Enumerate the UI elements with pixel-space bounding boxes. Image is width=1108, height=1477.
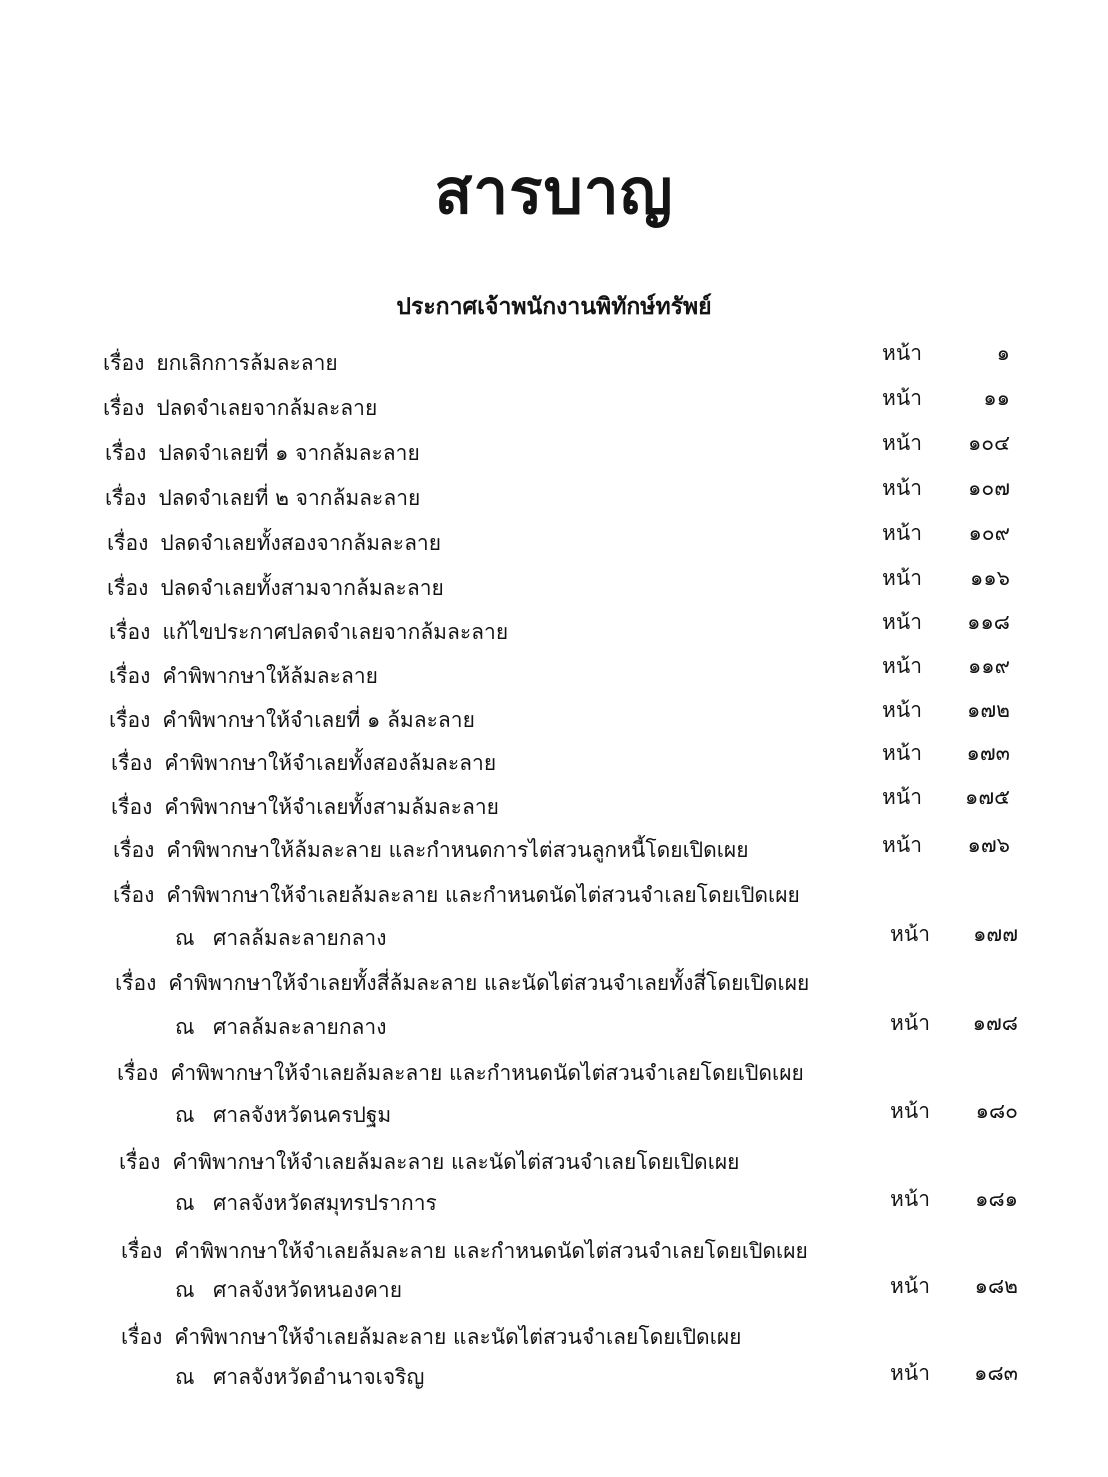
page-number: ๑๘๓ <box>974 1361 1018 1385</box>
toc-entry[interactable] <box>113 833 749 867</box>
page-number: ๑๑๘ <box>967 610 1010 634</box>
entry-keyword: เรื่อง <box>107 531 149 555</box>
court-name: ศาลจังหวัดนครปฐม <box>213 1103 392 1127</box>
entry-keyword: เรื่อง <box>113 838 155 862</box>
toc-entry[interactable] <box>103 346 338 380</box>
entry-court-line <box>175 921 386 955</box>
page-label: หน้า <box>890 1099 930 1123</box>
toc-entry[interactable] <box>103 391 377 425</box>
court-name: ศาลล้มละลายกลาง <box>213 1015 387 1039</box>
entry-court-line <box>175 1273 402 1307</box>
page-number: ๑๘๐ <box>975 1099 1018 1123</box>
toc-entry[interactable] <box>109 615 508 649</box>
entry-title: ปลดจำเลยทั้งสามจากล้มละลาย <box>160 576 444 600</box>
entry-title: ยกเลิกการล้มละลาย <box>156 351 338 375</box>
entry-title: คำพิพากษาให้จำเลยล้มละลาย และกำหนดนัดไต่สวนจำเลยโดยเปิดเผย <box>170 1061 804 1085</box>
page-reference <box>882 605 1010 639</box>
page-reference <box>882 828 1010 862</box>
court-prefix: ณ <box>175 926 195 950</box>
page-reference <box>882 516 1010 550</box>
court-text <box>175 1360 424 1394</box>
toc-entry[interactable] <box>111 746 496 780</box>
page-reference <box>882 693 1010 727</box>
entry-keyword: เรื่อง <box>105 486 147 510</box>
page-number: ๑๐๙ <box>968 521 1010 545</box>
toc-entry[interactable] <box>105 436 420 470</box>
entry-keyword: เรื่อง <box>109 708 151 732</box>
entry-keyword: เรื่อง <box>111 751 153 775</box>
toc-entry[interactable] <box>117 1056 804 1090</box>
page-label: หน้า <box>882 833 922 857</box>
page-label: หน้า <box>890 922 930 946</box>
entry-title: ปลดจำเลยที่ ๑ จากล้มละลาย <box>158 441 420 465</box>
court-name: ศาลจังหวัดสมุทรปราการ <box>213 1191 437 1215</box>
page-number: ๑๗๒ <box>967 698 1010 722</box>
page-label: หน้า <box>882 698 922 722</box>
entry-title: คำพิพากษาให้ล้มละลาย และกำหนดการไต่สวนลูกหนี้โดยเปิดเผย <box>166 838 749 862</box>
page-number: ๑๗๘ <box>972 1011 1018 1035</box>
court-prefix: ณ <box>175 1365 195 1389</box>
toc-entry[interactable] <box>107 526 441 560</box>
page-title: สารบาญ <box>434 155 674 228</box>
court-name: ศาลจังหวัดอำนาจเจริญ <box>213 1365 425 1389</box>
court-name: ศาลล้มละลายกลาง <box>213 926 387 950</box>
page-number: ๑๘๒ <box>974 1274 1018 1298</box>
page-number: ๑ <box>996 341 1010 365</box>
page-label: หน้า <box>882 566 922 590</box>
page-reference <box>882 381 1010 415</box>
page-number: ๑๑ <box>983 386 1010 410</box>
page-number: ๑๗๕ <box>964 785 1010 809</box>
entry-title: คำพิพากษาให้จำเลยทั้งสามล้มละลาย <box>164 795 499 819</box>
court-text <box>175 1273 402 1307</box>
entry-title: ปลดจำเลยจากล้มละลาย <box>156 396 378 420</box>
court-text <box>175 1010 386 1044</box>
page-label: หน้า <box>882 610 922 634</box>
entry-keyword: เรื่อง <box>109 664 151 688</box>
entry-title: คำพิพากษาให้จำเลยทั้งสองล้มละลาย <box>164 751 497 775</box>
court-text <box>175 1098 391 1132</box>
page-label: หน้า <box>890 1187 930 1211</box>
entry-title: คำพิพากษาให้จำเลยล้มละลาย และกำหนดนัดไต่สวนจำเลยโดยเปิดเผย <box>166 883 800 907</box>
court-text <box>175 1186 437 1220</box>
entry-title: คำพิพากษาให้จำเลยล้มละลาย และนัดไต่สวนจำเลยโดยเปิดเผย <box>174 1325 742 1349</box>
entry-keyword: เรื่อง <box>117 1061 159 1085</box>
entry-court-line <box>175 1010 386 1044</box>
page-label: หน้า <box>882 386 922 410</box>
page-label: หน้า <box>882 521 922 545</box>
page-number: ๑๐๔ <box>967 431 1010 455</box>
entry-title: คำพิพากษาให้ล้มละลาย <box>162 664 378 688</box>
entry-keyword: เรื่อง <box>111 795 153 819</box>
entry-keyword: เรื่อง <box>119 1150 161 1174</box>
page-reference <box>890 917 1018 951</box>
page-reference <box>890 1094 1018 1128</box>
entry-keyword: เรื่อง <box>105 441 147 465</box>
entry-title: ปลดจำเลยทั้งสองจากล้มละลาย <box>160 531 442 555</box>
court-prefix: ณ <box>175 1191 195 1215</box>
toc-entry[interactable] <box>109 659 378 693</box>
page-number: ๑๘๑ <box>975 1187 1018 1211</box>
toc-entry[interactable] <box>113 878 800 912</box>
page-reference <box>890 1356 1018 1390</box>
page-reference <box>890 1182 1018 1216</box>
entry-court-line <box>175 1186 437 1220</box>
toc-entry[interactable] <box>107 571 444 605</box>
page-number: ๑๗๓ <box>966 741 1010 765</box>
section-heading: ประกาศเจ้าพนักงานพิทักษ์ทรัพย์ <box>396 293 712 320</box>
page-label: หน้า <box>882 654 922 678</box>
entry-keyword: เรื่อง <box>107 576 149 600</box>
entry-title: แก้ไขประกาศปลดจำเลยจากล้มละลาย <box>162 620 509 644</box>
entry-title: คำพิพากษาให้จำเลยล้มละลาย และกำหนดนัดไต่สวนจำเลยโดยเปิดเผย <box>174 1239 808 1263</box>
page-reference <box>890 1006 1018 1040</box>
page-label: หน้า <box>890 1011 930 1035</box>
entry-court-line <box>175 1360 424 1394</box>
page-number: ๑๐๗ <box>968 476 1010 500</box>
entry-keyword: เรื่อง <box>103 396 145 420</box>
entry-keyword: เรื่อง <box>115 971 157 995</box>
court-prefix: ณ <box>175 1015 195 1039</box>
page-label: หน้า <box>890 1274 930 1298</box>
entry-court-line <box>175 1098 391 1132</box>
toc-entry[interactable] <box>115 966 809 1000</box>
entry-title: คำพิพากษาให้จำเลยที่ ๑ ล้มละลาย <box>162 708 475 732</box>
page-reference <box>882 649 1010 683</box>
toc-entry[interactable] <box>111 790 499 824</box>
entry-keyword: เรื่อง <box>113 883 155 907</box>
page-label: หน้า <box>890 1361 930 1385</box>
page-number: ๑๑๖ <box>970 566 1010 590</box>
toc-entry[interactable] <box>121 1320 741 1354</box>
court-prefix: ณ <box>175 1278 195 1302</box>
page-reference <box>882 780 1010 814</box>
entry-keyword: เรื่อง <box>103 351 145 375</box>
page-label: หน้า <box>882 431 922 455</box>
toc-entry[interactable] <box>121 1234 808 1268</box>
page-number: ๑๗๖ <box>967 833 1010 857</box>
page-number: ๑๗๗ <box>973 922 1018 946</box>
entry-title: คำพิพากษาให้จำเลยทั้งสี่ล้มละลาย และนัดไต่สวนจำเลยทั้งสี่โดยเปิดเผย <box>168 971 810 995</box>
page-reference <box>882 471 1010 505</box>
page-label: หน้า <box>882 476 922 500</box>
page-reference <box>882 561 1010 595</box>
entry-keyword: เรื่อง <box>109 620 151 644</box>
court-text <box>175 921 386 955</box>
entry-title: ปลดจำเลยที่ ๒ จากล้มละลาย <box>158 486 421 510</box>
court-name: ศาลจังหวัดหนองคาย <box>213 1278 403 1302</box>
court-prefix: ณ <box>175 1103 195 1127</box>
page-label: หน้า <box>882 341 922 365</box>
page-label: หน้า <box>882 785 922 809</box>
page-label: หน้า <box>882 741 922 765</box>
page-reference <box>882 336 1010 370</box>
toc-entry[interactable] <box>109 703 475 737</box>
page-reference <box>882 736 1010 770</box>
toc-entry[interactable] <box>119 1145 739 1179</box>
entry-keyword: เรื่อง <box>121 1239 163 1263</box>
toc-entry[interactable] <box>105 481 420 515</box>
entry-keyword: เรื่อง <box>121 1325 163 1349</box>
entry-title: คำพิพากษาให้จำเลยล้มละลาย และนัดไต่สวนจำเลยโดยเปิดเผย <box>172 1150 740 1174</box>
page-number: ๑๑๙ <box>967 654 1010 678</box>
page-reference <box>890 1269 1018 1303</box>
page-reference <box>882 426 1010 460</box>
